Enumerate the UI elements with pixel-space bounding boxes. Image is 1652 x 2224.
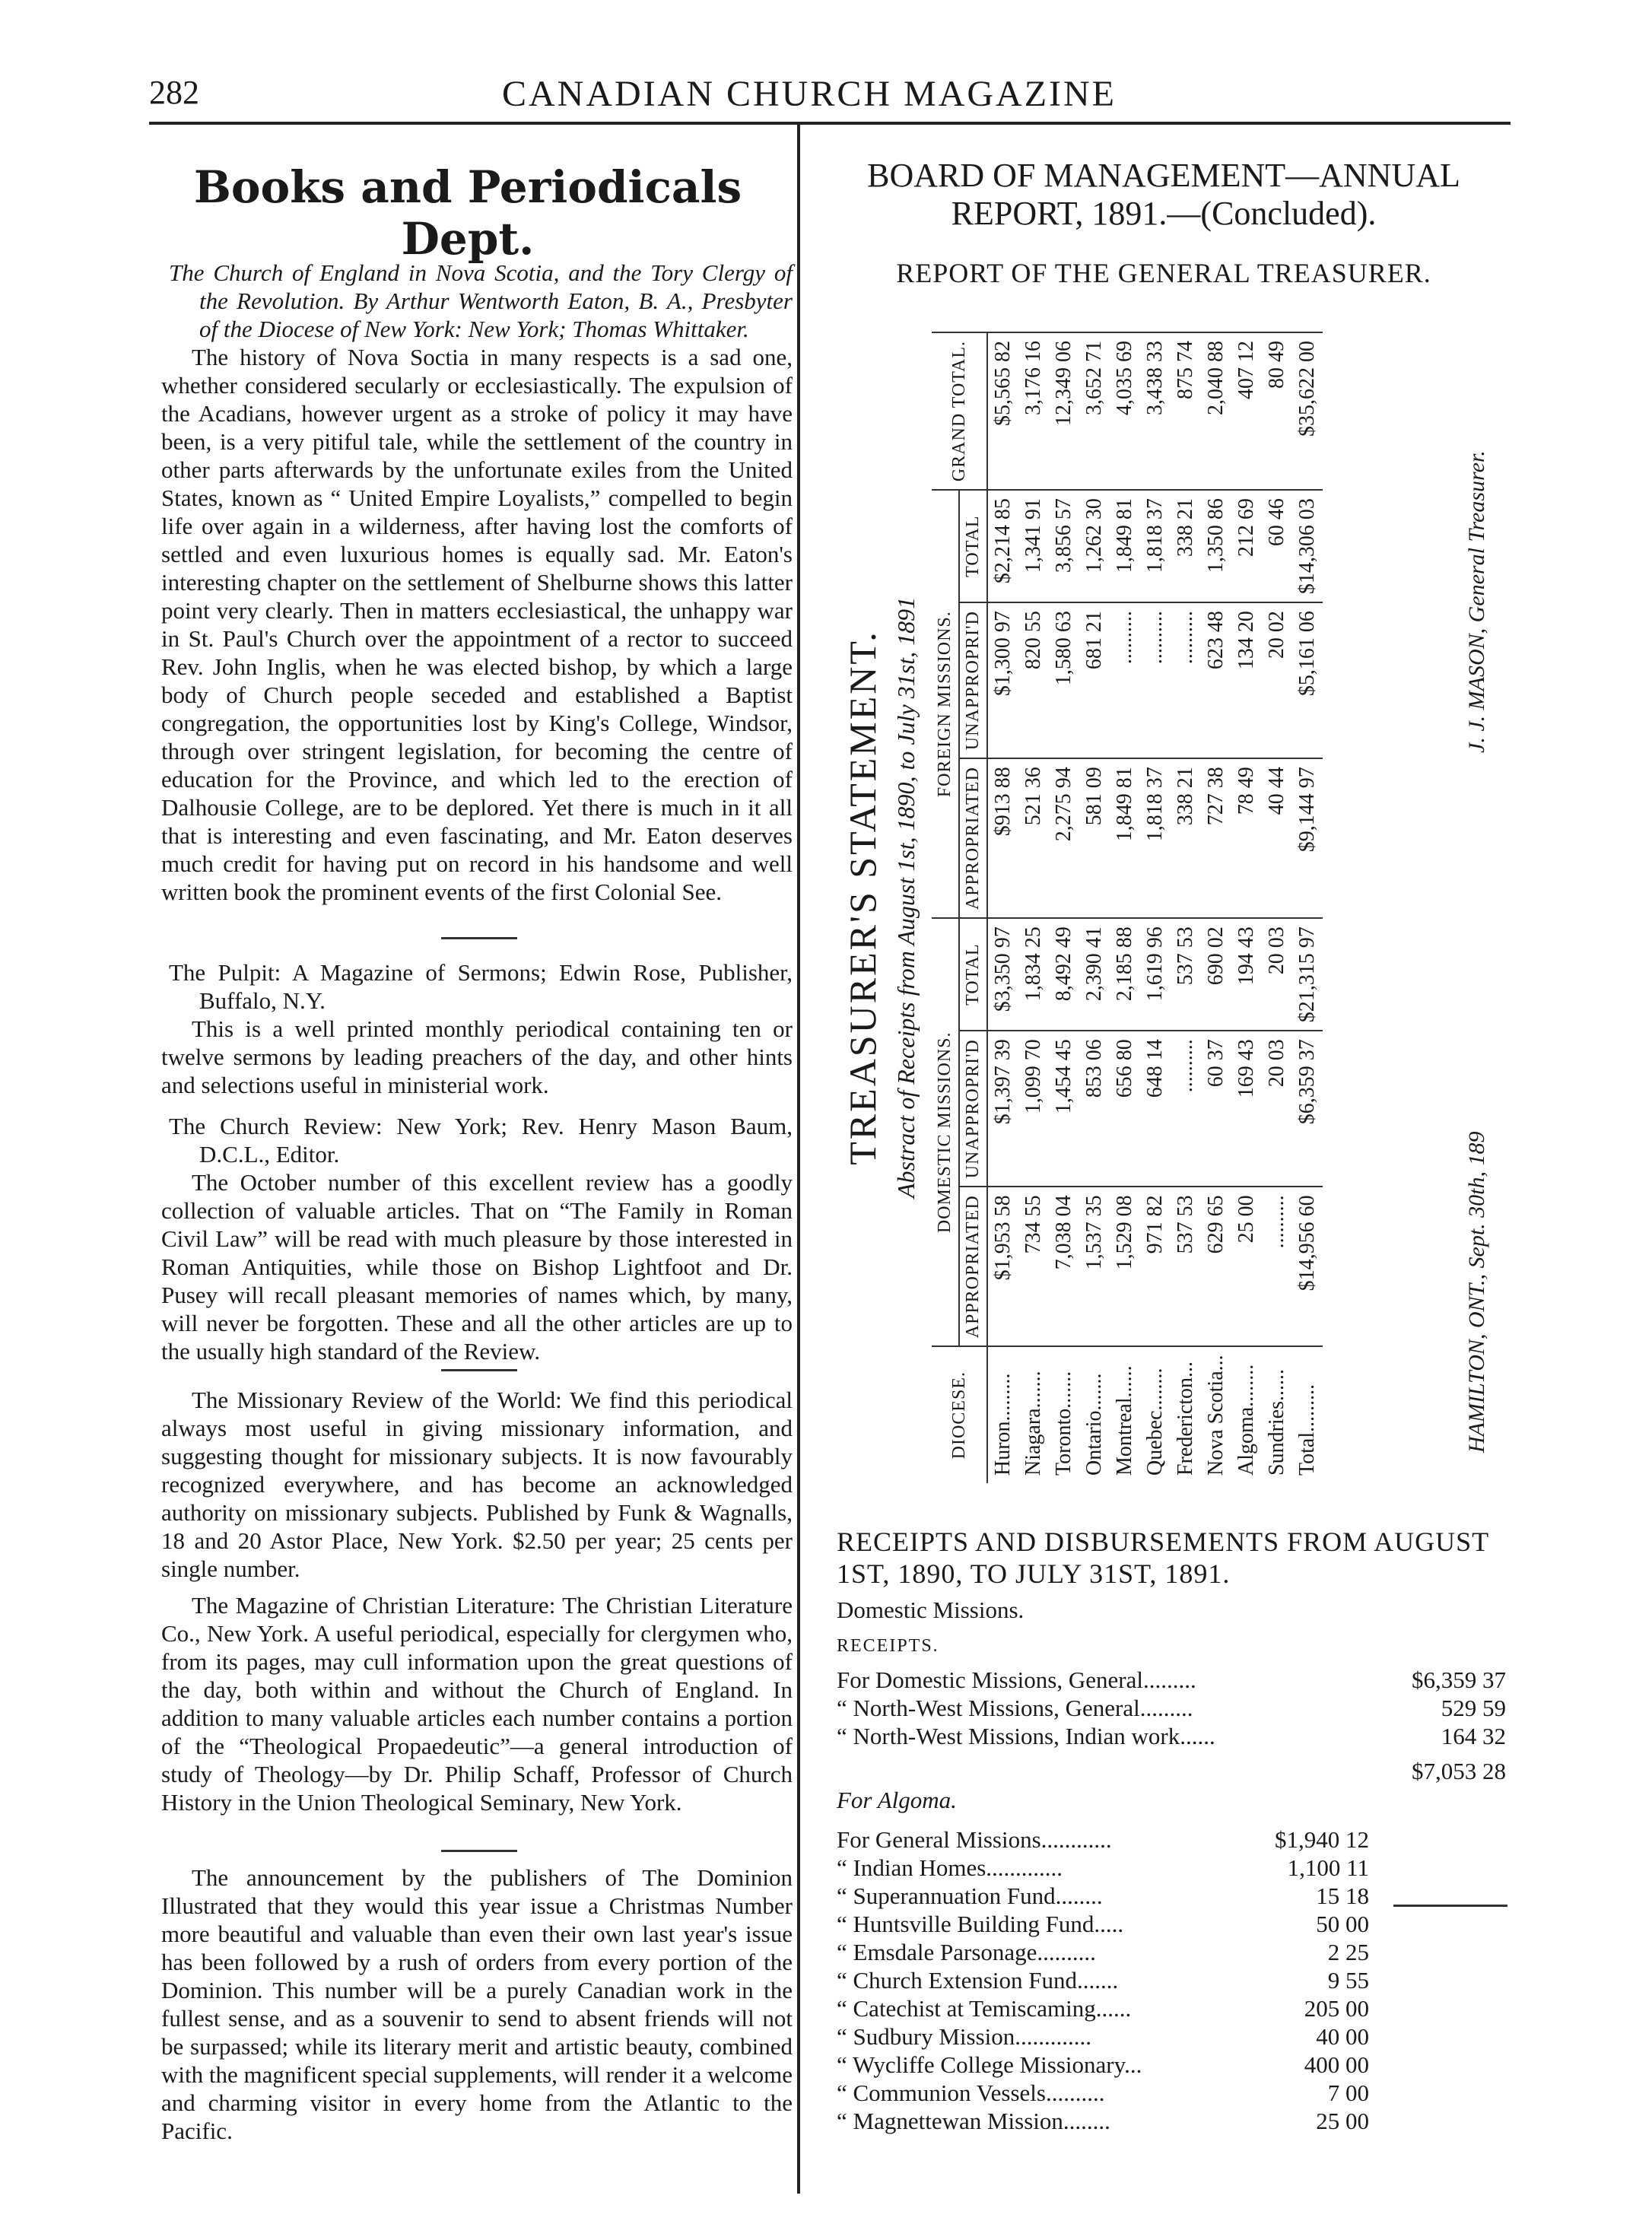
review-body: The Magazine of Christian Literature: The Christian Literature Co., New York. A useful periodical, especially for clergymen who, from its pages, may cull information upon the great questions of the day, both within and without the Church of England. In addition to many valuable articles each number contains a portion of the “Theological Propaedeutic”—a general introduction of study of Theology—by Dr. Philip Schaff, Professor of Church History in the Union Theological Seminary, New York. <box>161 1592 793 1816</box>
review-4 <box>161 1386 793 1583</box>
cell-dom-appropriated: $1,953 58 <box>987 1187 1018 1346</box>
cell-for-appropriated: $9,144 97 <box>1292 758 1323 918</box>
treasurer-statement <box>840 297 1502 1514</box>
review-citation: The Church of England in Nova Scotia, and the Tory Clergy of the Revolution. By Arthur Wentworth Eaton, B. A., Presbyter of the Diocese of New York: New York; Thomas Whittaker. <box>169 259 793 342</box>
cell-for-total: 1,341 91 <box>1018 490 1049 602</box>
table-row <box>1231 332 1262 1483</box>
item-label: “ Church Extension Fund....... <box>837 1967 1119 1994</box>
cell-dom-appropriated: $14,956 60 <box>1292 1187 1323 1346</box>
cell-grand-total: 80 49 <box>1262 332 1292 490</box>
cell-grand-total: 3,438 33 <box>1140 332 1171 490</box>
cell-grand-total: 12,349 06 <box>1049 332 1079 490</box>
item-amount: 2 25 <box>1327 1939 1369 1965</box>
review-citation: The Pulpit: A Magazine of Sermons; Edwin Rose, Publisher, Buffalo, N.Y. <box>169 959 793 1014</box>
review-body: The announcement by the publishers of The Dominion Illustrated that they would this year issue a Christmas Number more beautiful and valuable than even their own last year's issue has been followed by a rush of orders from every portion of the Dominion. This number will be a purely Canadian work in the fullest sense, and as a souvenir to send to absent friends will not be surpassed; while its literary merit and artistic beauty, combined with the magnificent special supplements, will render it a welcome and charming visitor in every home from the Atlantic to the Pacific. <box>161 1864 793 2144</box>
col-unappropriated: UNAPPROPRI'D <box>959 1031 987 1187</box>
cell-dom-appropriated: 537 53 <box>1171 1187 1201 1346</box>
list-item <box>837 2107 1369 2135</box>
col-diocese: DIOCESE. <box>932 1346 987 1483</box>
cell-dom-total: 2,185 88 <box>1110 918 1140 1031</box>
review-citation: The Church Review: New York; Rev. Henry Mason Baum, D.C.L., Editor. <box>169 1113 793 1168</box>
review-1 <box>161 259 793 906</box>
cell-grand-total: 4,035 69 <box>1110 332 1140 490</box>
cell-grand-total: 2,040 88 <box>1201 332 1231 490</box>
cell-for-appropriated: 338 21 <box>1171 758 1201 918</box>
cell-dom-unappropriated: .......... <box>1171 1031 1201 1187</box>
list-item <box>837 2079 1369 2107</box>
cell-dom-total: 1,834 25 <box>1018 918 1049 1031</box>
item-label: “ Emsdale Parsonage.......... <box>837 1939 1096 1965</box>
list-item <box>837 1966 1369 1994</box>
cell-for-unappropriated: $1,300 97 <box>987 602 1018 758</box>
receipts-list <box>837 1666 1506 1750</box>
item-label: “ Huntsville Building Fund..... <box>837 1911 1124 1937</box>
cell-for-unappropriated: .......... <box>1171 602 1201 758</box>
cell-diocese: Huron......... <box>987 1346 1018 1483</box>
statement-subtitle: Abstract of Receipts from August 1st, 1890, to July 31st, 1891 <box>892 596 920 1199</box>
item-label: “ Sudbury Mission............. <box>837 2023 1091 2050</box>
table-row <box>1171 332 1201 1483</box>
review-body: The history of Nova Soctia in many respects is a sad one, whether considered secularly or ecclesiastically. The expulsion of the Acadians, however urgent as a stroke of policy it may have been, is a very pitiful tale, while the settlement of the country in other parts afterwards by the unfortunate exiles from the United States, known as “ United Empire Loyalists,” compelled to begin life over again in a wilderness, after having lost the comforts of settled and even luxurious homes is equally sad. Mr. Eaton's interesting chapter on the settlement of Shelburne shows this latter point very clearly. Then in matters ecclesiastical, the unhappy war in St. Paul's Church over the appointment of a rector to succeed Rev. John Inglis, when he was elected bishop, by which a large body of Church people seceded and established a Baptist congregation, the opportunities lost by King's College, Windsor, through over stringent legislation, for becoming the centre of education for the Province, and which led to the erection of Dalhousie College, are to be deplored. Yet there is much in it all that is interesting and even fascinating, and Mr. Eaton deserves much credit for having put on record in his handsome and well written book the prominent events of the first Colonial See. <box>161 344 793 905</box>
table-row <box>1018 332 1049 1483</box>
cell-for-unappropriated: .......... <box>1110 602 1140 758</box>
cell-dom-total: 1,619 96 <box>1140 918 1171 1031</box>
cell-diocese: Algoma........ <box>1231 1346 1262 1483</box>
cell-for-unappropriated: 820 55 <box>1018 602 1049 758</box>
cell-grand-total: $5,565 82 <box>987 332 1018 490</box>
cell-dom-appropriated: 25 00 <box>1231 1187 1262 1346</box>
domestic-missions-heading: Domestic Missions. <box>837 1597 1025 1623</box>
item-amount: $1,940 12 <box>1275 1826 1369 1853</box>
cell-dom-total: 20 03 <box>1262 918 1292 1031</box>
item-amount: 15 18 <box>1316 1882 1369 1909</box>
item-amount: 205 00 <box>1304 1995 1369 2022</box>
item-label: “ Magnettewan Mission........ <box>837 2108 1110 2134</box>
rotated-statement <box>840 297 1495 1498</box>
receipts-heading: RECEIPTS. <box>837 1636 939 1656</box>
board-report-title: BOARD OF MANAGEMENT—ANNUAL REPORT, 1891.—(Concluded). <box>867 157 1460 232</box>
table-row <box>1140 332 1171 1483</box>
cell-dom-appropriated: 734 55 <box>1018 1187 1049 1346</box>
group-header-row <box>932 332 959 1483</box>
cell-dom-unappropriated: 169 43 <box>1231 1031 1262 1187</box>
table-row <box>1262 332 1292 1483</box>
cell-dom-unappropriated: 60 37 <box>1201 1031 1231 1187</box>
cell-for-appropriated: 40 44 <box>1262 758 1292 918</box>
cell-dom-appropriated: .......... <box>1262 1187 1292 1346</box>
cell-dom-unappropriated: 1,454 45 <box>1049 1031 1079 1187</box>
cell-grand-total: 3,176 16 <box>1018 332 1049 490</box>
cell-for-appropriated: 1,818 37 <box>1140 758 1171 918</box>
cell-dom-total: 8,492 49 <box>1049 918 1079 1031</box>
item-amount: 7 00 <box>1327 2079 1369 2106</box>
cell-for-appropriated: 521 36 <box>1018 758 1049 918</box>
cell-dom-total: $3,350 97 <box>987 918 1018 1031</box>
table-row <box>1079 332 1110 1483</box>
cell-diocese: Montreal...... <box>1110 1346 1140 1483</box>
cell-for-total: 1,849 81 <box>1110 490 1140 602</box>
page-number: 282 <box>149 74 199 111</box>
cell-for-unappropriated: 134 20 <box>1231 602 1262 758</box>
cell-for-appropriated: 2,275 94 <box>1049 758 1079 918</box>
receipts-total: $7,053 28 <box>1412 1758 1506 1784</box>
cell-dom-appropriated: 7,038 04 <box>1049 1187 1079 1346</box>
cell-dom-unappropriated: 853 06 <box>1079 1031 1110 1187</box>
item-label: “ Superannuation Fund........ <box>837 1882 1103 1909</box>
col-grand-total: GRAND TOTAL. <box>932 332 987 490</box>
cell-dom-appropriated: 1,529 08 <box>1110 1187 1140 1346</box>
item-amount: 9 55 <box>1327 1967 1369 1994</box>
running-title: CANADIAN CHURCH MAGAZINE <box>502 74 1117 114</box>
item-label: For General Missions............ <box>837 1826 1112 1853</box>
column-divider <box>797 125 800 2194</box>
cell-dom-unappropriated: 20 03 <box>1262 1031 1292 1187</box>
cell-for-appropriated: 727 38 <box>1201 758 1231 918</box>
cell-for-total: 60 46 <box>1262 490 1292 602</box>
review-6 <box>161 1863 793 2145</box>
cell-dom-appropriated: 971 82 <box>1140 1187 1171 1346</box>
separator <box>441 1369 517 1371</box>
review-body: The October number of this excellent review has a goodly collection of valuable articles. That on “The Family in Roman Civil Law” will be read with much pleasure by those interested in Roman Antiquities, while those on Bishop Lightfoot and Dr. Pusey will recall pleasant memories of names which, by many, will never be forgotten. These and all the other articles are up to the usually high standard of the Review. <box>161 1169 793 1365</box>
cell-diocese: Ontario....... <box>1079 1346 1110 1483</box>
item-amount: 529 59 <box>1441 1695 1506 1721</box>
cell-for-total: 3,856 57 <box>1049 490 1079 602</box>
cell-grand-total: 3,652 71 <box>1079 332 1110 490</box>
cell-for-total: 1,350 86 <box>1201 490 1231 602</box>
item-amount: 164 32 <box>1441 1723 1506 1749</box>
cell-for-total: 1,818 37 <box>1140 490 1171 602</box>
list-item <box>837 1854 1369 1882</box>
list-item <box>837 1825 1369 1854</box>
cell-for-unappropriated: 681 21 <box>1079 602 1110 758</box>
cell-for-appropriated: 581 09 <box>1079 758 1110 918</box>
list-item <box>837 1722 1506 1750</box>
cell-for-total: $2,214 85 <box>987 490 1018 602</box>
item-amount: 50 00 <box>1316 1911 1369 1937</box>
cell-for-unappropriated: .......... <box>1140 602 1171 758</box>
list-item <box>837 1694 1506 1722</box>
cell-dom-total: 690 02 <box>1201 918 1231 1031</box>
signature-place: HAMILTON, ONT., Sept. 30th, 189 <box>1464 1131 1489 1453</box>
cell-dom-unappropriated: $6,359 37 <box>1292 1031 1323 1187</box>
review-body: This is a well printed monthly periodical containing ten or twelve sermons by leading preachers of the day, and other hints and selections useful in ministerial work. <box>161 1015 793 1098</box>
list-item <box>837 2022 1369 2051</box>
department-title: Books and Periodicals Dept. <box>193 161 742 265</box>
list-item <box>837 2051 1369 2079</box>
cell-dom-unappropriated: 656 80 <box>1110 1031 1140 1187</box>
cell-diocese: Fredericton... <box>1171 1346 1201 1483</box>
cell-dom-total: 537 53 <box>1171 918 1201 1031</box>
sum-rule <box>1393 1905 1507 1907</box>
statement-title: TREASURER'S STATEMENT. <box>841 630 884 1165</box>
cell-diocese: Niagara....... <box>1018 1346 1049 1483</box>
separator <box>441 937 517 939</box>
cell-dom-total: 2,390 41 <box>1079 918 1110 1031</box>
item-amount: 40 00 <box>1316 2023 1369 2050</box>
cell-for-unappropriated: 1,580 63 <box>1049 602 1079 758</box>
cell-diocese: Sundries...... <box>1262 1346 1292 1483</box>
cell-diocese: Total......... <box>1292 1346 1323 1483</box>
item-amount: 400 00 <box>1304 2051 1369 2078</box>
review-5 <box>161 1591 793 1816</box>
item-amount: 1,100 11 <box>1287 1854 1369 1881</box>
cell-grand-total: 407 12 <box>1231 332 1262 490</box>
cell-for-unappropriated: 623 48 <box>1201 602 1231 758</box>
cell-for-total: 212 69 <box>1231 490 1262 602</box>
general-treasurer-heading: REPORT OF THE GENERAL TREASURER. <box>896 258 1431 288</box>
cell-for-total: $14,306 03 <box>1292 490 1323 602</box>
table-row <box>1292 332 1323 1483</box>
cell-diocese: Quebec........ <box>1140 1346 1171 1483</box>
list-item <box>837 1666 1506 1694</box>
item-label: “ Communion Vessels.......... <box>837 2079 1105 2106</box>
table-row <box>1201 332 1231 1483</box>
cell-dom-appropriated: 629 65 <box>1201 1187 1231 1346</box>
cell-diocese: Nova Scotia... <box>1201 1346 1231 1483</box>
algoma-heading: For Algoma. <box>837 1787 957 1813</box>
group-domestic: DOMESTIC MISSIONS. <box>932 918 959 1346</box>
item-label: For Domestic Missions, General......... <box>837 1666 1196 1693</box>
cell-dom-unappropriated: 648 14 <box>1140 1031 1171 1187</box>
cell-dom-unappropriated: $1,397 39 <box>987 1031 1018 1187</box>
cell-for-appropriated: 78 49 <box>1231 758 1262 918</box>
cell-for-unappropriated: $5,161 06 <box>1292 602 1323 758</box>
review-2 <box>161 958 793 1099</box>
item-amount: 25 00 <box>1316 2108 1369 2134</box>
table-row <box>1110 332 1140 1483</box>
review-body: The Missionary Review of the World: We find this periodical always most useful in giving missionary information, and suggesting thought for missionary subjects. It is now favourably recognized everywhere, and has become an acknowledged authority on missionary subjects. Published by Funk & Wagnalls, 18 and 20 Astor Place, New York. $2.50 per year; 25 cents per single number. <box>161 1387 793 1582</box>
cell-for-total: 338 21 <box>1171 490 1201 602</box>
item-amount: $6,359 37 <box>1412 1666 1506 1693</box>
table-row <box>1049 332 1079 1483</box>
item-label: “ Catechist at Temiscaming...... <box>837 1995 1132 2022</box>
col-total: TOTAL <box>959 918 987 1031</box>
cell-dom-total: 194 43 <box>1231 918 1262 1031</box>
item-label: “ Indian Homes............. <box>837 1854 1063 1881</box>
cell-grand-total: $35,622 00 <box>1292 332 1323 490</box>
group-foreign: FOREIGN MISSIONS. <box>932 490 959 918</box>
cell-for-appropriated: 1,849 81 <box>1110 758 1140 918</box>
item-label: “ Wycliffe College Missionary... <box>837 2051 1142 2078</box>
cell-dom-unappropriated: 1,099 70 <box>1018 1031 1049 1187</box>
col-total: TOTAL <box>959 490 987 602</box>
list-item <box>837 1910 1369 1938</box>
cell-for-unappropriated: 20 02 <box>1262 602 1292 758</box>
col-unappropriated: UNAPPROPRI'D <box>959 602 987 758</box>
algoma-list <box>837 1825 1369 2135</box>
cell-for-appropriated: $913 88 <box>987 758 1018 918</box>
review-3 <box>161 1112 793 1365</box>
sub-header-row <box>959 332 987 1483</box>
col-appropriated: APPROPRIATED <box>959 758 987 918</box>
cell-grand-total: 875 74 <box>1171 332 1201 490</box>
col-appropriated: APPROPRIATED <box>959 1187 987 1346</box>
item-label: “ North-West Missions, Indian work...... <box>837 1723 1215 1749</box>
receipts-disbursements-title: RECEIPTS AND DISBURSEMENTS FROM AUGUST 1ST, 1890, TO JULY 31ST, 1891. <box>837 1527 1489 1589</box>
table-row <box>987 332 1018 1483</box>
cell-dom-appropriated: 1,537 35 <box>1079 1187 1110 1346</box>
cell-for-total: 1,262 30 <box>1079 490 1110 602</box>
header-rule <box>149 122 1511 125</box>
list-item <box>837 1882 1369 1910</box>
cell-dom-total: $21,315 97 <box>1292 918 1323 1031</box>
list-item <box>837 1994 1369 2022</box>
signature-name: J. J. MASON, General Treasurer. <box>1464 450 1489 753</box>
cell-diocese: Toronto....... <box>1049 1346 1079 1483</box>
item-label: “ North-West Missions, General......... <box>837 1695 1193 1721</box>
list-item <box>837 1938 1369 1966</box>
separator <box>441 1850 517 1852</box>
statement-table <box>932 332 1323 1483</box>
